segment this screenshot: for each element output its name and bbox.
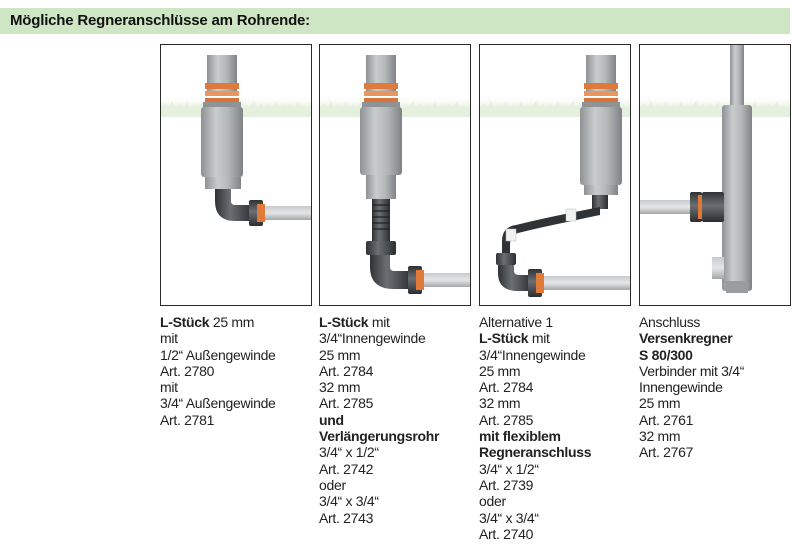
- caption-text: oder: [479, 493, 506, 510]
- caption-line: [319, 379, 479, 395]
- caption-text: 1/2“ Außengewinde: [160, 346, 276, 363]
- caption-line: [319, 347, 479, 363]
- caption-bold-text: Regneranschluss: [479, 444, 592, 461]
- caption-text: 3/4“ Außengewinde: [160, 395, 276, 412]
- caption-line: [160, 347, 320, 363]
- caption-line: [479, 510, 639, 526]
- caption-line: [319, 477, 479, 493]
- caption-line: [639, 347, 792, 363]
- caption-line: [160, 379, 320, 395]
- caption-line: [160, 412, 320, 428]
- figure-panel-2: [319, 44, 471, 306]
- caption-1: [160, 314, 320, 428]
- caption-text: oder: [319, 476, 346, 493]
- caption-bold-text: mit flexiblem: [479, 428, 561, 445]
- caption-line: [319, 314, 479, 330]
- caption-bold-text: L-Stück: [479, 330, 529, 347]
- caption-text: Art. 2767: [639, 444, 694, 461]
- caption-bold-text: Versenkregner: [639, 330, 733, 347]
- caption-line: [479, 363, 639, 379]
- caption-line: [319, 493, 479, 509]
- caption-text: 32 mm: [479, 395, 521, 412]
- caption-line: [160, 314, 320, 330]
- caption-2: [319, 314, 479, 526]
- caption-text: 3/4“Innengewinde: [479, 346, 586, 363]
- caption-line: [639, 428, 792, 444]
- caption-bold-text: Verlängerungsrohr: [319, 428, 440, 445]
- caption-text: mit: [160, 330, 178, 347]
- caption-line: [479, 461, 639, 477]
- caption-text: 3/4“ x 3/4“: [479, 509, 539, 526]
- caption-line: [319, 412, 479, 428]
- caption-line: [319, 510, 479, 526]
- caption-text: 25 mm: [319, 346, 361, 363]
- caption-text: Art. 2739: [479, 476, 534, 493]
- caption-line: [479, 395, 639, 411]
- caption-line: [479, 314, 639, 330]
- caption-text: Art. 2780: [160, 362, 215, 379]
- caption-line: [160, 363, 320, 379]
- caption-line: [639, 379, 792, 395]
- figure-panel-4: [639, 44, 791, 306]
- caption-line: [479, 379, 639, 395]
- caption-line: [479, 477, 639, 493]
- caption-text: Art. 2742: [319, 460, 374, 477]
- caption-text: Verbinder mit 3/4“: [639, 362, 745, 379]
- caption-text: Art. 2784: [479, 379, 534, 396]
- caption-line: [160, 395, 320, 411]
- caption-text: 32 mm: [639, 428, 681, 445]
- caption-line: [639, 444, 792, 460]
- caption-text: Art. 2785: [319, 395, 374, 412]
- figure-panel-1: [160, 44, 312, 306]
- caption-text: mit: [160, 379, 178, 396]
- caption-text: Alternative 1: [479, 314, 553, 330]
- caption-line: [639, 330, 792, 346]
- page-title: Mögliche Regneranschlüsse am Rohrende:: [10, 12, 310, 29]
- caption-text: 25 mm: [479, 362, 521, 379]
- caption-text: 25 mm: [209, 314, 255, 330]
- caption-4: [639, 314, 792, 461]
- caption-line: [319, 363, 479, 379]
- caption-line: [319, 444, 479, 460]
- caption-line: [319, 330, 479, 346]
- caption-line: [319, 428, 479, 444]
- caption-3: [479, 314, 639, 542]
- caption-text: Art. 2781: [160, 411, 215, 428]
- caption-text: Innengewinde: [639, 379, 723, 396]
- caption-text: Art. 2784: [319, 362, 374, 379]
- caption-line: [639, 395, 792, 411]
- caption-line: [479, 428, 639, 444]
- caption-text: 25 mm: [639, 395, 681, 412]
- caption-line: [160, 330, 320, 346]
- caption-line: [479, 412, 639, 428]
- caption-line: [479, 444, 639, 460]
- caption-text: Art. 2743: [319, 509, 374, 526]
- caption-text: Art. 2761: [639, 411, 694, 428]
- caption-line: [639, 314, 792, 330]
- caption-line: [319, 461, 479, 477]
- caption-text: 3/4“Innengewinde: [319, 330, 426, 347]
- caption-text: 3/4“ x 1/2“: [319, 444, 379, 461]
- caption-line: [479, 526, 639, 542]
- caption-text: 3/4“ x 1/2“: [479, 460, 539, 477]
- caption-bold-text: L-Stück: [160, 314, 210, 330]
- caption-text: mit: [368, 314, 390, 330]
- caption-bold-text: L-Stück: [319, 314, 369, 330]
- caption-line: [479, 330, 639, 346]
- caption-text: 3/4“ x 3/4“: [319, 493, 379, 510]
- caption-line: [639, 412, 792, 428]
- caption-text: Art. 2740: [479, 525, 534, 542]
- caption-text: Art. 2785: [479, 411, 534, 428]
- caption-text: mit: [528, 330, 550, 347]
- caption-bold-text: S 80/300: [639, 346, 693, 363]
- figure-panel-3: [479, 44, 631, 306]
- caption-text: Anschluss: [639, 314, 701, 330]
- caption-line: [639, 363, 792, 379]
- caption-line: [479, 347, 639, 363]
- caption-line: [479, 493, 639, 509]
- caption-line: [319, 395, 479, 411]
- caption-text: 32 mm: [319, 379, 361, 396]
- caption-bold-text: und: [319, 411, 344, 428]
